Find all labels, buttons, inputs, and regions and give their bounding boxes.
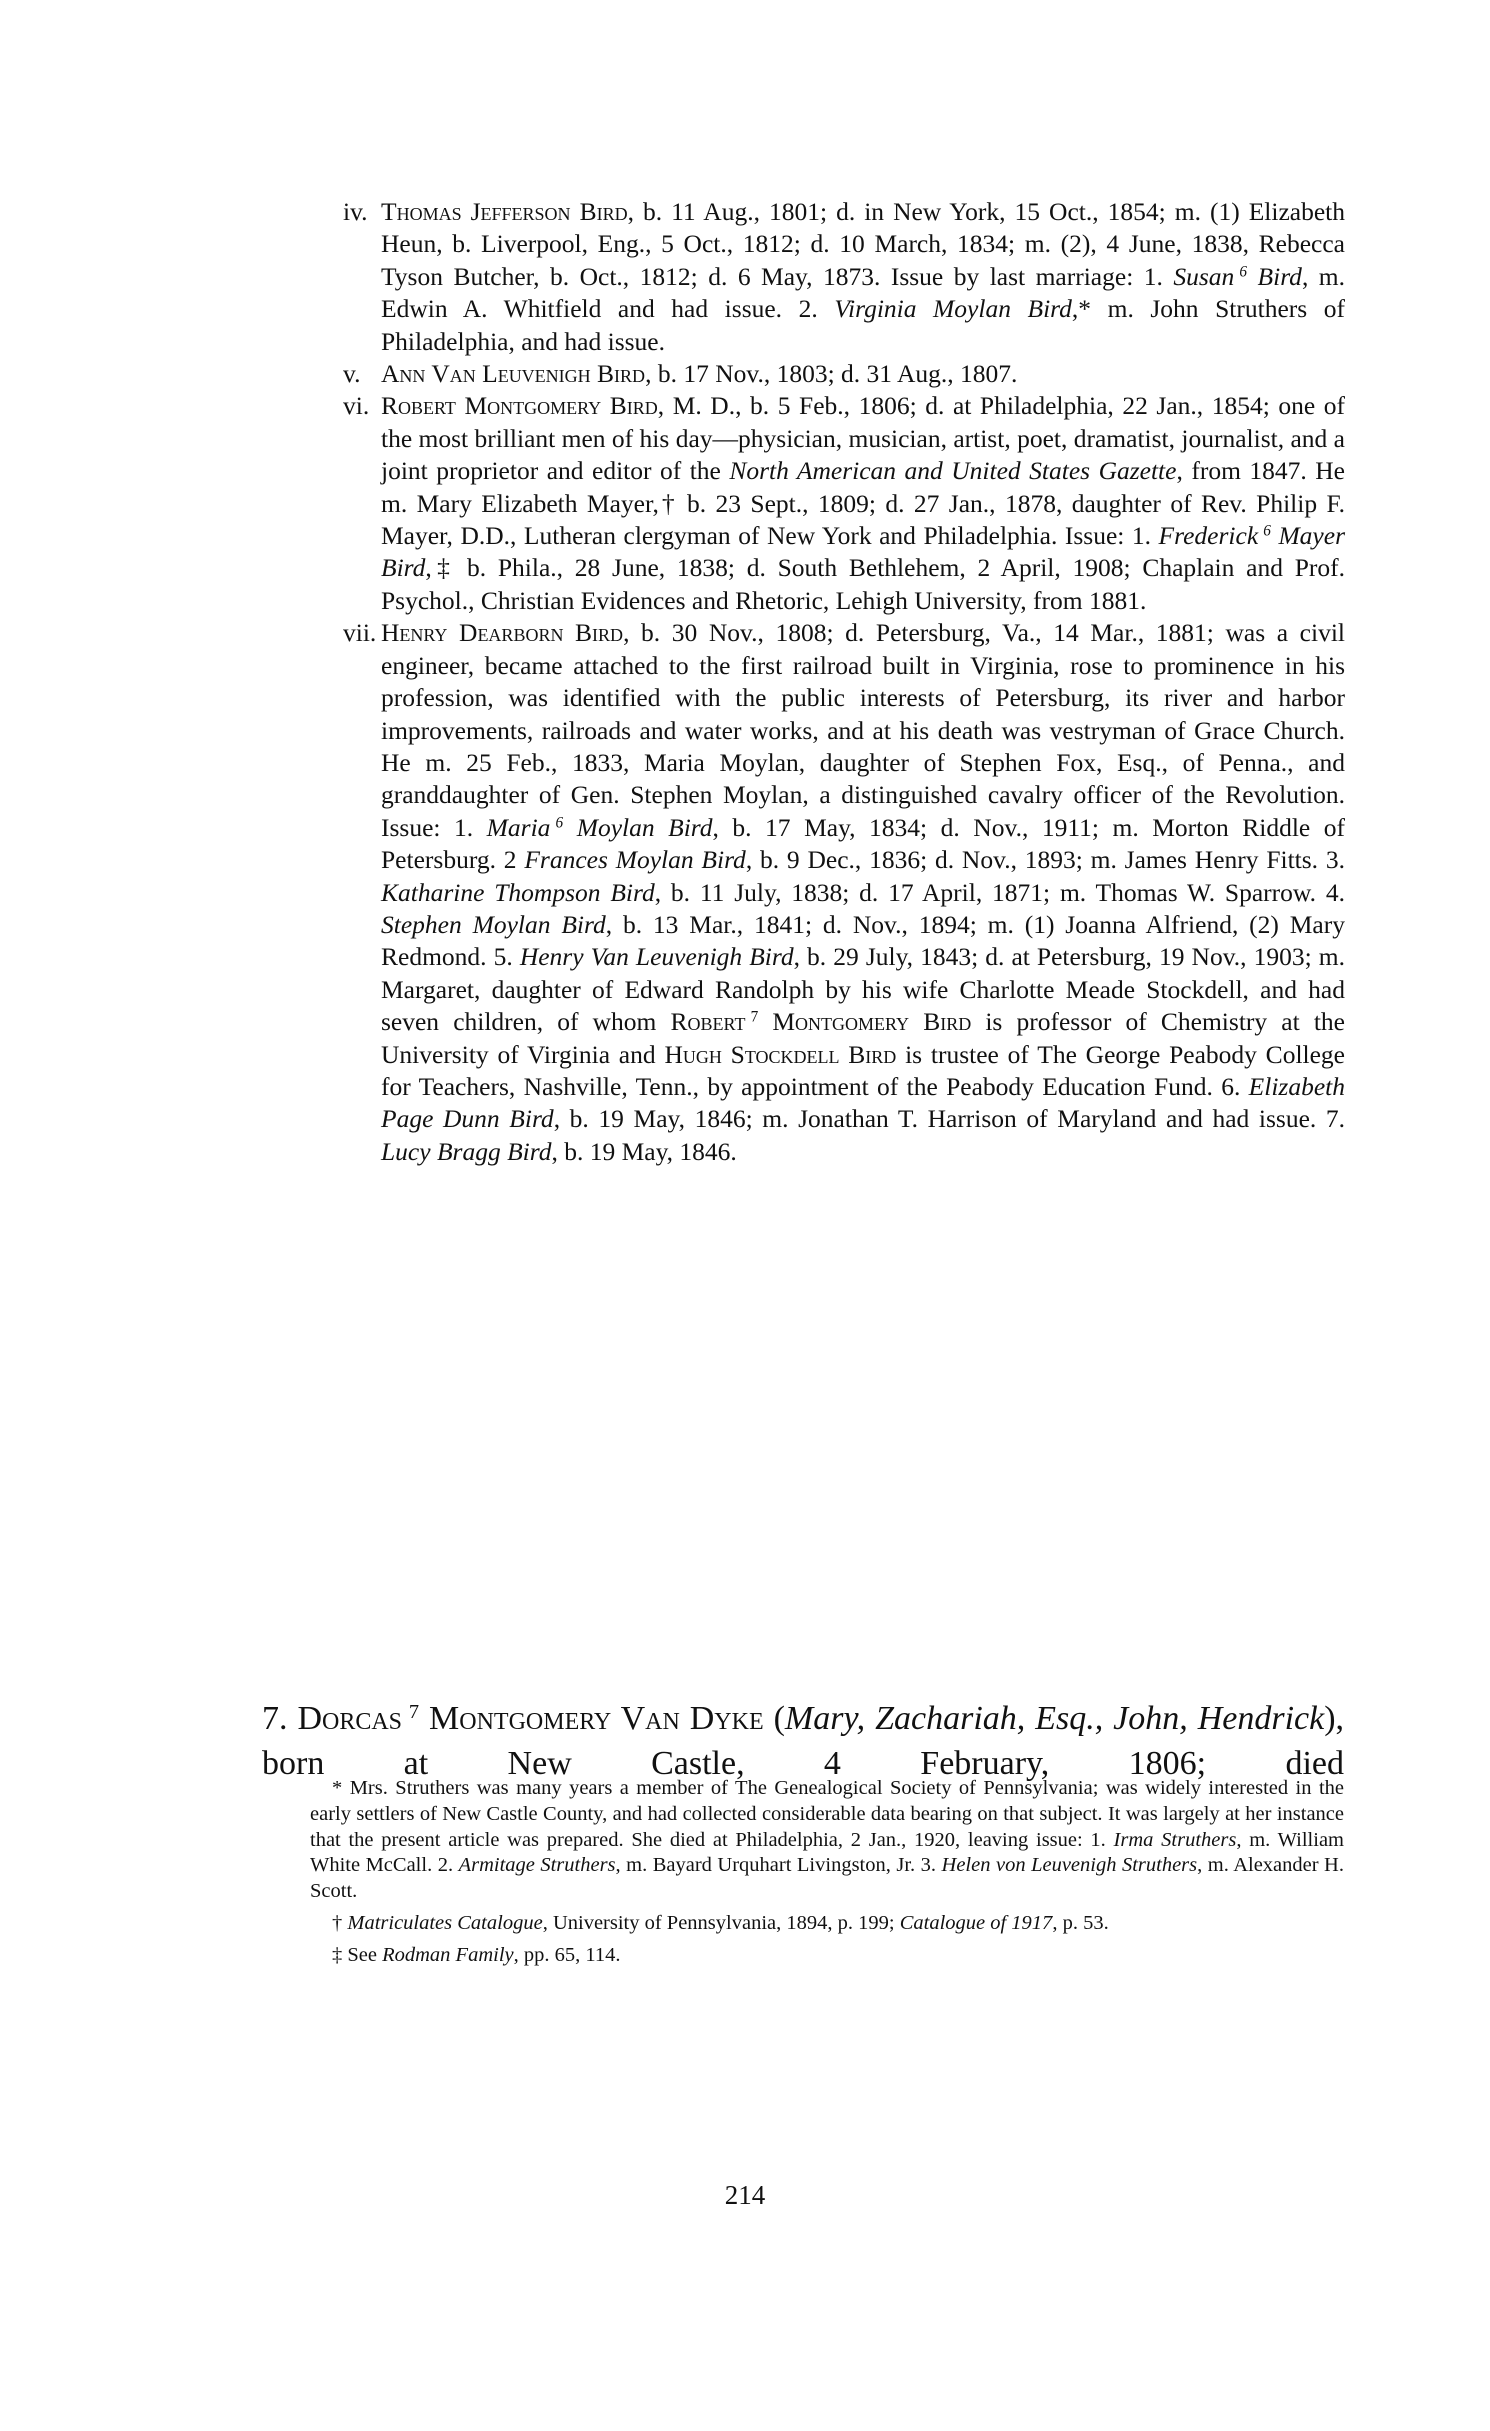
child-name: Stephen Moylan Bird	[381, 909, 606, 939]
child-name: Frederick $^6$ Mayer Bird	[381, 521, 1345, 583]
child-name: Frances Moylan Bird	[524, 845, 746, 875]
entry-text: , M. D., b. 5 Feb., 1806; d. at Philadelphia, 22 Jan., 1854; one of the most brilliant men of his day—physician, musician, artist, poet, dramatist, journalist, and a joint proprietor and editor of the	[381, 391, 1345, 486]
entry-vi	[345, 390, 1345, 617]
child-name: Elizabeth Page Dunn Bird	[381, 1071, 1345, 1134]
entry-v	[345, 358, 1345, 390]
entry-text: , b. 17 Nov., 1803; d. 31 Aug., 1807.	[645, 359, 1018, 389]
person-name: Thomas Jefferson Bird	[381, 197, 628, 226]
genealogy-entries	[345, 196, 1345, 1168]
entry-text: , b. 9 Dec., 1836; d. Nov., 1893; m. James Henry Fitts. 3.	[745, 845, 1345, 875]
entry-text: , b. 13 Mar., 1841; d. Nov., 1894; m. (1) Joanna Alfriend, (2) Mary Redmond. 5.	[381, 909, 1345, 972]
generation-number: 7	[750, 1008, 759, 1026]
entry-numeral: v.	[343, 359, 361, 389]
publication-title: North American and United States Gazette	[729, 456, 1177, 486]
entry-numeral: vi.	[343, 391, 370, 421]
entry-text: , m. Edwin A. Whitfield and had issue. 2.	[381, 261, 1345, 324]
entry-text: , b. 11 July, 1838; d. 17 April, 1871; m. Thomas W. Sparrow. 4.	[654, 877, 1345, 907]
entry-text: , b. 29 July, 1843; d. at Petersburg, 19 Nov., 1903; m. Margaret, daughter of Edward Randolph by his wife Charlotte Meade Stockdell, and had seven children, of whom	[381, 942, 1345, 1037]
ancestry-line: Mary, Zachariah, Esq., John, Hendrick	[784, 1700, 1325, 1737]
section-number: 7.	[262, 1700, 288, 1737]
footnote-asterisk: * Mrs. Struthers was many years a member of The Genealogical Society of Pennsylvania; was widely interested in the early settlers of New Castle County, and had collected considerable data bearing on that subject. It was largely at her instance that the present article was prepared. She died at Philadelphia, 2 Jan., 1920, leaving issue: 1. Irma Struthers, m. William White McCall. 2. Armitage Struthers, m. Bayard Urquhart Livingston, Jr. 3. Helen von Leuvenigh Struthers, m. Alexander H. Scott.	[310, 1777, 1344, 1903]
entry-text: ,‡ b. Phila., 28 June, 1838; d. South Bethlehem, 2 April, 1908; Chaplain and Prof. Psychol., Christian Evidences and Rhetoric, Lehigh University, from 1881.	[381, 553, 1345, 615]
entry-text: , b. 19 May, 1846; m. Jonathan T. Harrison of Maryland and had issue. 7.	[553, 1104, 1345, 1134]
child-name: Henry Van Leuvenigh Bird	[519, 942, 794, 972]
person-name: Robert Montgomery Bird	[381, 391, 658, 421]
heading-text: , born at New Castle, 4 February, 1806; died	[262, 1700, 1345, 1782]
child-name: Katharine Thompson Bird	[381, 877, 655, 907]
footnotes	[310, 1776, 1344, 1975]
grandchild-name: Hugh Stockdell Bird	[664, 1039, 897, 1069]
person-name: Ann Van Leuvenigh Bird	[381, 359, 646, 389]
footnote-mark: *	[332, 1777, 343, 1799]
entry-iv	[345, 196, 1345, 358]
child-name: Susan $^6$ Bird	[1173, 261, 1302, 291]
entry-text: , b. 19 May, 1846.	[551, 1136, 737, 1166]
page-number: 214	[724, 2180, 766, 2210]
section-heading: 7. Dorcas $^7$ Montgomery Van Dyke (Mary, Zachariah, Esq., John, Hendrick), born at New Castle, 4 February, 1806; died	[262, 1700, 1345, 1782]
child-name: Maria $^6$ Moylan Bird	[486, 812, 713, 842]
entry-text: , from 1847. He m. Mary Elizabeth Mayer,† b. 23 Sept., 1809; d. 27 Jan., 1878, daughter of Rev. Philip F. Mayer, D.D., Lutheran clergyman of New York and Philadelphia. Issue: 1.	[381, 456, 1345, 551]
footnote-mark: †	[332, 1911, 343, 1934]
entry-text: is professor of Chemistry at the University of Virginia and	[381, 1007, 1345, 1069]
entry-numeral: vii.	[343, 618, 377, 648]
footnote-mark: ‡	[332, 1943, 343, 1966]
child-name: Virginia Moylan Bird	[834, 294, 1072, 324]
entry-text: ,* m. John Struthers of Philadelphia, and had issue.	[381, 294, 1346, 356]
entry-vii	[345, 617, 1345, 1168]
entry-text: , b. 11 Aug., 1801; d. in New York, 15 Oct., 1854; m. (1) Elizabeth Heun, b. Liverpool, Eng., 5 Oct., 1812; d. 10 March, 1834; m. (2), 4 June, 1838, Rebecca Tyson Butcher, b. Oct., 1812; d. 6 May, 1873. Issue by last marriage: 1.	[381, 197, 1346, 291]
generation-number: 6	[1239, 263, 1248, 281]
child-name: Lucy Bragg Bird	[381, 1136, 552, 1166]
generation-number: 7	[408, 1700, 420, 1723]
generation-number: 6	[555, 814, 564, 832]
generation-number: 6	[1263, 522, 1271, 540]
footnote-double-dagger: ‡ See Rodman Family, pp. 65, 114.	[332, 1943, 621, 1966]
entry-numeral: iv.	[343, 197, 368, 226]
entry-text: is trustee of The George Peabody College for Teachers, Nashville, Tenn., by appointment of the Peabody Education Fund. 6.	[381, 1039, 1345, 1101]
entry-text: , b. 30 Nov., 1808; d. Petersburg, Va., 14 Mar., 1881; was a civil engineer, became attached to the first railroad built in Virginia, rose to prominence in his profession, was identified with the public interests of Petersburg, its river and harbor improvements, railroads and water works, and at his death was vestryman of Grace Church. He m. 25 Feb., 1833, Maria Moylan, daughter of Stephen Fox, Esq., of Penna., and granddaughter of Gen. Stephen Moylan, a distinguished cavalry officer of the Revolution. Issue: 1.	[381, 618, 1345, 842]
footnote-dagger: † Matriculates Catalogue, University of Pennsylvania, 1894, p. 199; Catalogue of 1917, p. 53.	[332, 1911, 1109, 1934]
entry-text: , b. 17 May, 1834; d. Nov., 1911; m. Morton Riddle of Petersburg. 2	[381, 812, 1345, 875]
heading-person-name: Dorcas $^7$ Montgomery Van Dyke	[297, 1700, 764, 1737]
person-name: Henry Dearborn Bird	[381, 618, 624, 648]
grandchild-name: Robert $^7$ Montgomery Bird	[670, 1007, 972, 1037]
